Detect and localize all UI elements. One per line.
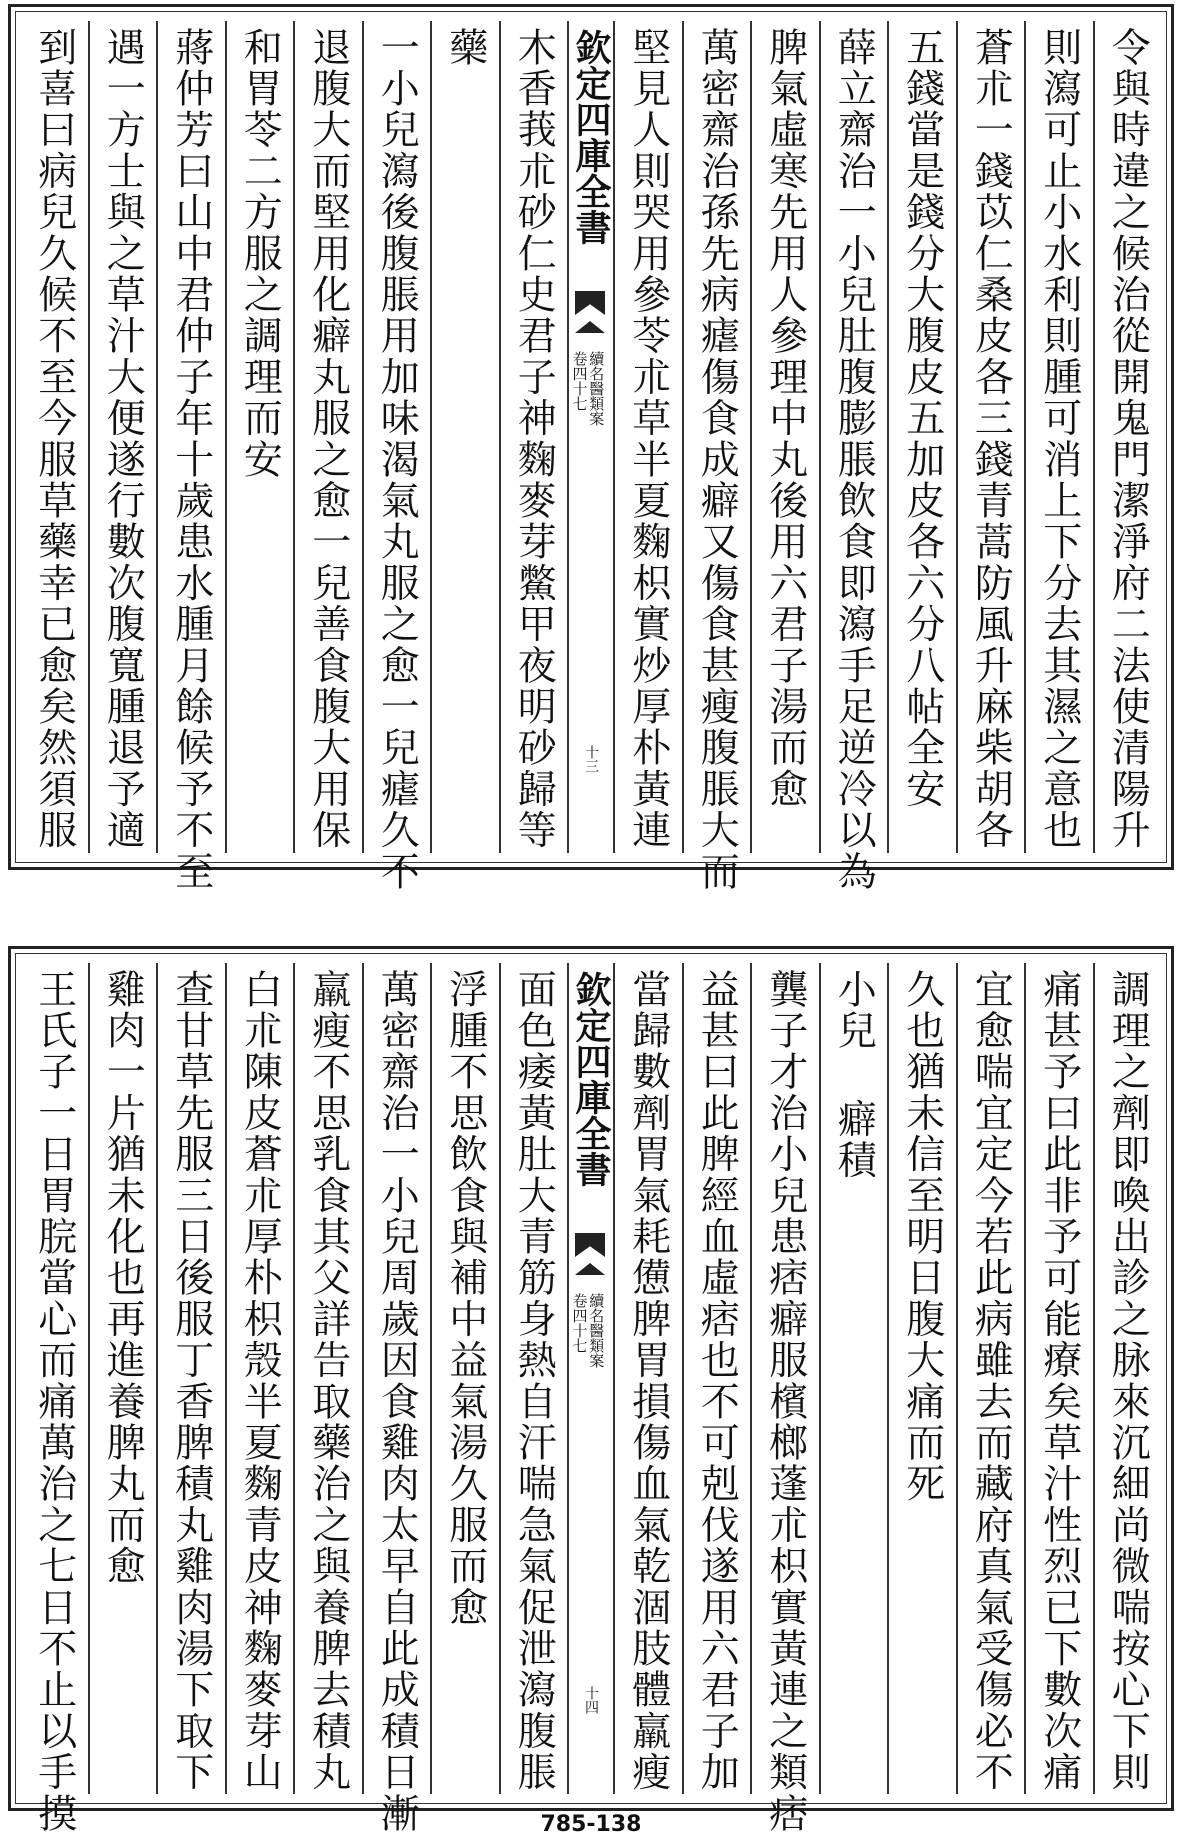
text-column: 五錢當是錢分大腹皮五加皮各六分八帖全安 <box>887 21 956 853</box>
text-column: 蔣仲芳曰山中君仲子年十歲患水腫月餘候予不至 <box>156 21 225 853</box>
text-column: 遇一方士與之草汁大便遂行數次腹寬腫退予適 <box>88 21 157 853</box>
text-column: 退腹大而堅用化癖丸服之愈一兒善食腹大用保 <box>293 21 362 853</box>
text-column: 益甚曰此脾經血虛痞也不可剋伐遂用六君子加 <box>682 963 751 1794</box>
volume-label: 卷四十七 <box>570 1293 589 1353</box>
text-column: 令與時違之候治從開鬼門潔淨府二法使清陽升 <box>1093 21 1162 853</box>
book-title: 欽定四庫全書 <box>570 971 612 1187</box>
text-column: 痛甚予曰此非予可能療矣草汁性烈已下數次痛 <box>1024 963 1093 1794</box>
text-column: 堅見人則哭用參苓朮草半夏麴枳實炒厚朴黃連 <box>613 21 682 853</box>
text-column: 蒼朮一錢苡仁桑皮各三錢青蒿防風升麻柴胡各 <box>956 21 1025 853</box>
text-column: 白朮陳皮蒼朮厚朴枳殼半夏麴青皮神麴麥芽山 <box>225 963 294 1794</box>
text-column: 脾氣虛寒先用人參理中丸後用六君子湯而愈 <box>750 21 819 853</box>
text-column: 薛立齋治一小兒肚腹膨脹飲食即瀉手足逆冷以為 <box>819 21 888 853</box>
center-fold <box>567 963 613 1794</box>
text-column: 萬密齋治一小兒周歲因食雞肉太早自此成積日漸 <box>362 963 431 1794</box>
text-column: 和胃苓二方服之調理而安 <box>225 21 294 853</box>
text-column: 萬密齋治孫先病瘧傷食成癖又傷食甚瘦腹脹大而 <box>682 21 751 853</box>
source-title: 續名醫類案 <box>587 351 606 426</box>
text-column: 查甘草先服三日後服丁香脾積丸雞肉湯下取下 <box>156 963 225 1794</box>
text-column: 宜愈喘宜定今若此病雖去而藏府真氣受傷必不 <box>956 963 1025 1794</box>
text-column: 則瀉可止小水利則腫可消上下分去其濕之意也 <box>1024 21 1093 853</box>
page-number: 785-138 <box>540 1812 642 1837</box>
upper-page <box>8 4 1174 893</box>
fish-tail-lower-icon <box>575 1263 605 1275</box>
text-column: 龔子才治小兒患痞癖服檳榔蓬朮枳實黃連之類痞 <box>750 963 819 1794</box>
text-column: 一小兒瀉後腹脹用加味渴氣丸服之愈一兒瘧久不 <box>362 21 431 853</box>
fish-tail-lower-icon <box>575 321 605 333</box>
section-heading-column: 小兒 癖積 <box>819 963 888 1794</box>
fish-tail-mark-icon <box>575 291 605 315</box>
text-column: 木香莪朮砂仁史君子神麴麥芽鱉甲夜明砂歸等 <box>499 21 568 853</box>
text-column: 藥 <box>430 21 499 853</box>
center-fold <box>567 21 613 853</box>
text-column: 王氏子一日胃脘當心而痛萬治之七日不止以手摸 <box>31 969 77 1835</box>
volume-label: 卷四十七 <box>570 351 589 411</box>
text-column: 雞肉一片猶未化也再進養脾丸而愈 <box>88 963 157 1794</box>
text-column: 當歸數劑胃氣耗憊脾胃損傷血氣乾涸肢體羸瘦 <box>613 963 682 1794</box>
folio-number: 十四 <box>583 1686 599 1714</box>
text-column: 久也猶未信至明日腹大痛而死 <box>887 963 956 1794</box>
fish-tail-mark-icon <box>575 1233 605 1257</box>
text-column: 到喜曰病兒久候不至今服草藥幸已愈矣然須服 <box>31 27 77 851</box>
text-column: 浮腫不思飲食與補中益氣湯久服而愈 <box>430 963 499 1794</box>
upper-columns <box>21 21 1161 893</box>
text-column: 調理之劑即喚出診之脉來沉細尚微喘按心下則 <box>1093 963 1162 1794</box>
source-title: 續名醫類案 <box>587 1293 606 1368</box>
text-column: 羸瘦不思乳食其父詳告取藥治之與養脾去積丸 <box>293 963 362 1794</box>
text-column: 面色痿黃肚大青筋身熱自汗喘急氣促泄瀉腹脹 <box>499 963 568 1794</box>
folio-number: 十三 <box>583 745 599 773</box>
book-title: 欽定四庫全書 <box>570 29 612 245</box>
